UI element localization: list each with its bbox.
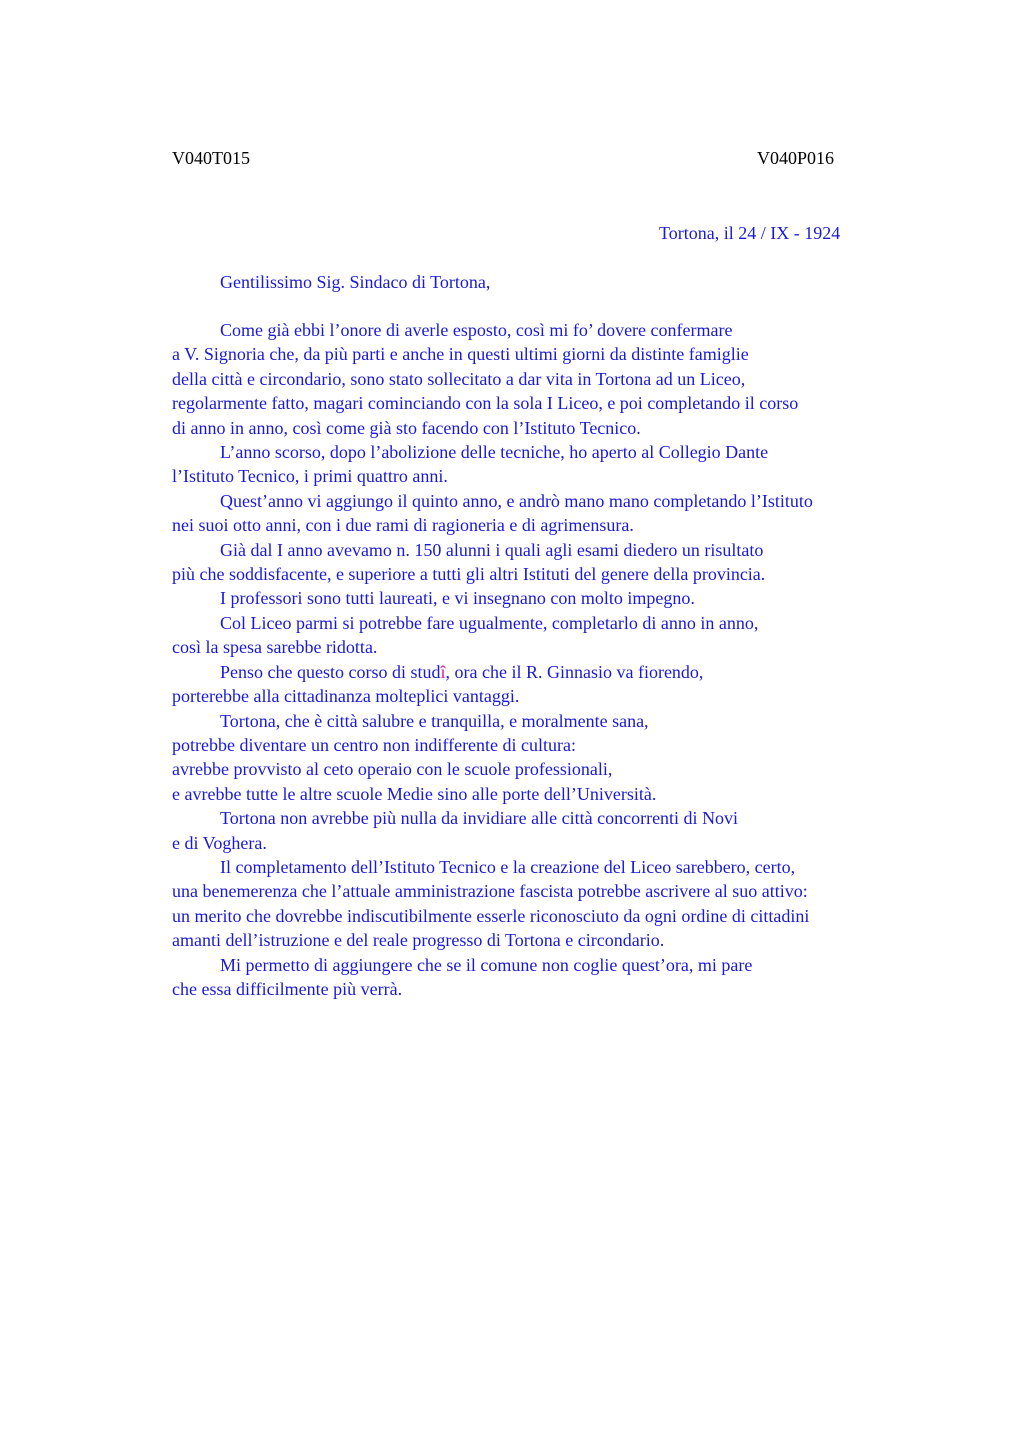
body-line: della città e circondario, sono stato sollecitato a dar vita in Tortona ad un Liceo, <box>172 368 746 389</box>
body-line: Già dal I anno avevamo n. 150 alunni i quali agli esami diedero un risultato <box>220 539 764 560</box>
document-code-right: V040P016 <box>757 148 835 168</box>
body-line: porterebbe alla cittadinanza molteplici vantaggi. <box>172 686 520 707</box>
body-line: a V. Signoria che, da più parti e anche in questi ultimi giorni da distinte famiglie <box>172 344 749 365</box>
body-line: di anno in anno, così come già sto facendo con l’Istituto Tecnico. <box>172 417 641 438</box>
body-line: Col Liceo parmi si potrebbe fare ugualmente, completarlo di anno in anno, <box>220 612 759 633</box>
body-line: L’anno scorso, dopo l’abolizione delle tecniche, ho aperto al Collegio Dante <box>220 442 769 463</box>
body-line: così la spesa sarebbe ridotta. <box>172 637 378 658</box>
letter-body <box>172 320 912 1003</box>
letter-salutation: Gentilissimo Sig. Sindaco di Tortona, <box>220 272 491 292</box>
accent-character: î <box>440 661 446 682</box>
body-line: Il completamento dell’Istituto Tecnico e la creazione del Liceo sarebbero, certo, <box>220 856 796 877</box>
body-text-segment: , ora che il R. Ginnasio va fiorendo, <box>445 661 704 682</box>
body-line: Tortona, che è città salubre e tranquilla, e moralmente sana, <box>220 710 649 731</box>
body-line: nei suoi otto anni, con i due rami di ragioneria e di agrimensura. <box>172 515 634 536</box>
body-line: più che soddisfacente, e superiore a tutti gli altri Istituti del genere della provincia. <box>172 564 766 585</box>
body-line: che essa difficilmente più verrà. <box>172 978 403 999</box>
body-line: una benemerenza che l’attuale amministrazione fascista potrebbe ascrivere al suo attivo: <box>172 881 808 902</box>
body-line: e avrebbe tutte le altre scuole Medie sino alle porte dell’Università. <box>172 783 657 804</box>
body-line: e di Voghera. <box>172 832 267 853</box>
body-line: Mi permetto di aggiungere che se il comune non coglie quest’ora, mi pare <box>220 954 753 975</box>
body-text-segment: Penso che questo corso di stud <box>220 661 441 682</box>
letter-date: Tortona, il 24 / IX - 1924 <box>659 223 841 243</box>
body-line: I professori sono tutti laureati, e vi insegnano con molto impegno. <box>220 588 695 609</box>
body-line: Tortona non avrebbe più nulla da invidiare alle città concorrenti di Novi <box>220 808 739 829</box>
body-line: amanti dell’istruzione e del reale progresso di Tortona e circondario. <box>172 930 665 951</box>
body-line: un merito che dovrebbe indiscutibilmente esserle riconosciuto da ogni ordine di cittadini <box>172 905 810 926</box>
body-line: l’Istituto Tecnico, i primi quattro anni. <box>172 466 448 487</box>
body-line: regolarmente fatto, magari cominciando con la sola I Liceo, e poi completando il corso <box>172 393 799 414</box>
body-line: potrebbe diventare un centro non indifferente di cultura: <box>172 734 577 755</box>
body-line: avrebbe provvisto al ceto operaio con le scuole professionali, <box>172 759 613 780</box>
document-code-left: V040T015 <box>172 148 250 168</box>
body-line-with-accent <box>172 662 912 686</box>
body-line: Come già ebbi l’onore di averle esposto, così mi fo’ dovere confermare <box>220 320 733 340</box>
body-line: Quest’anno vi aggiungo il quinto anno, e andrò mano mano completando l’Istituto <box>220 490 813 511</box>
